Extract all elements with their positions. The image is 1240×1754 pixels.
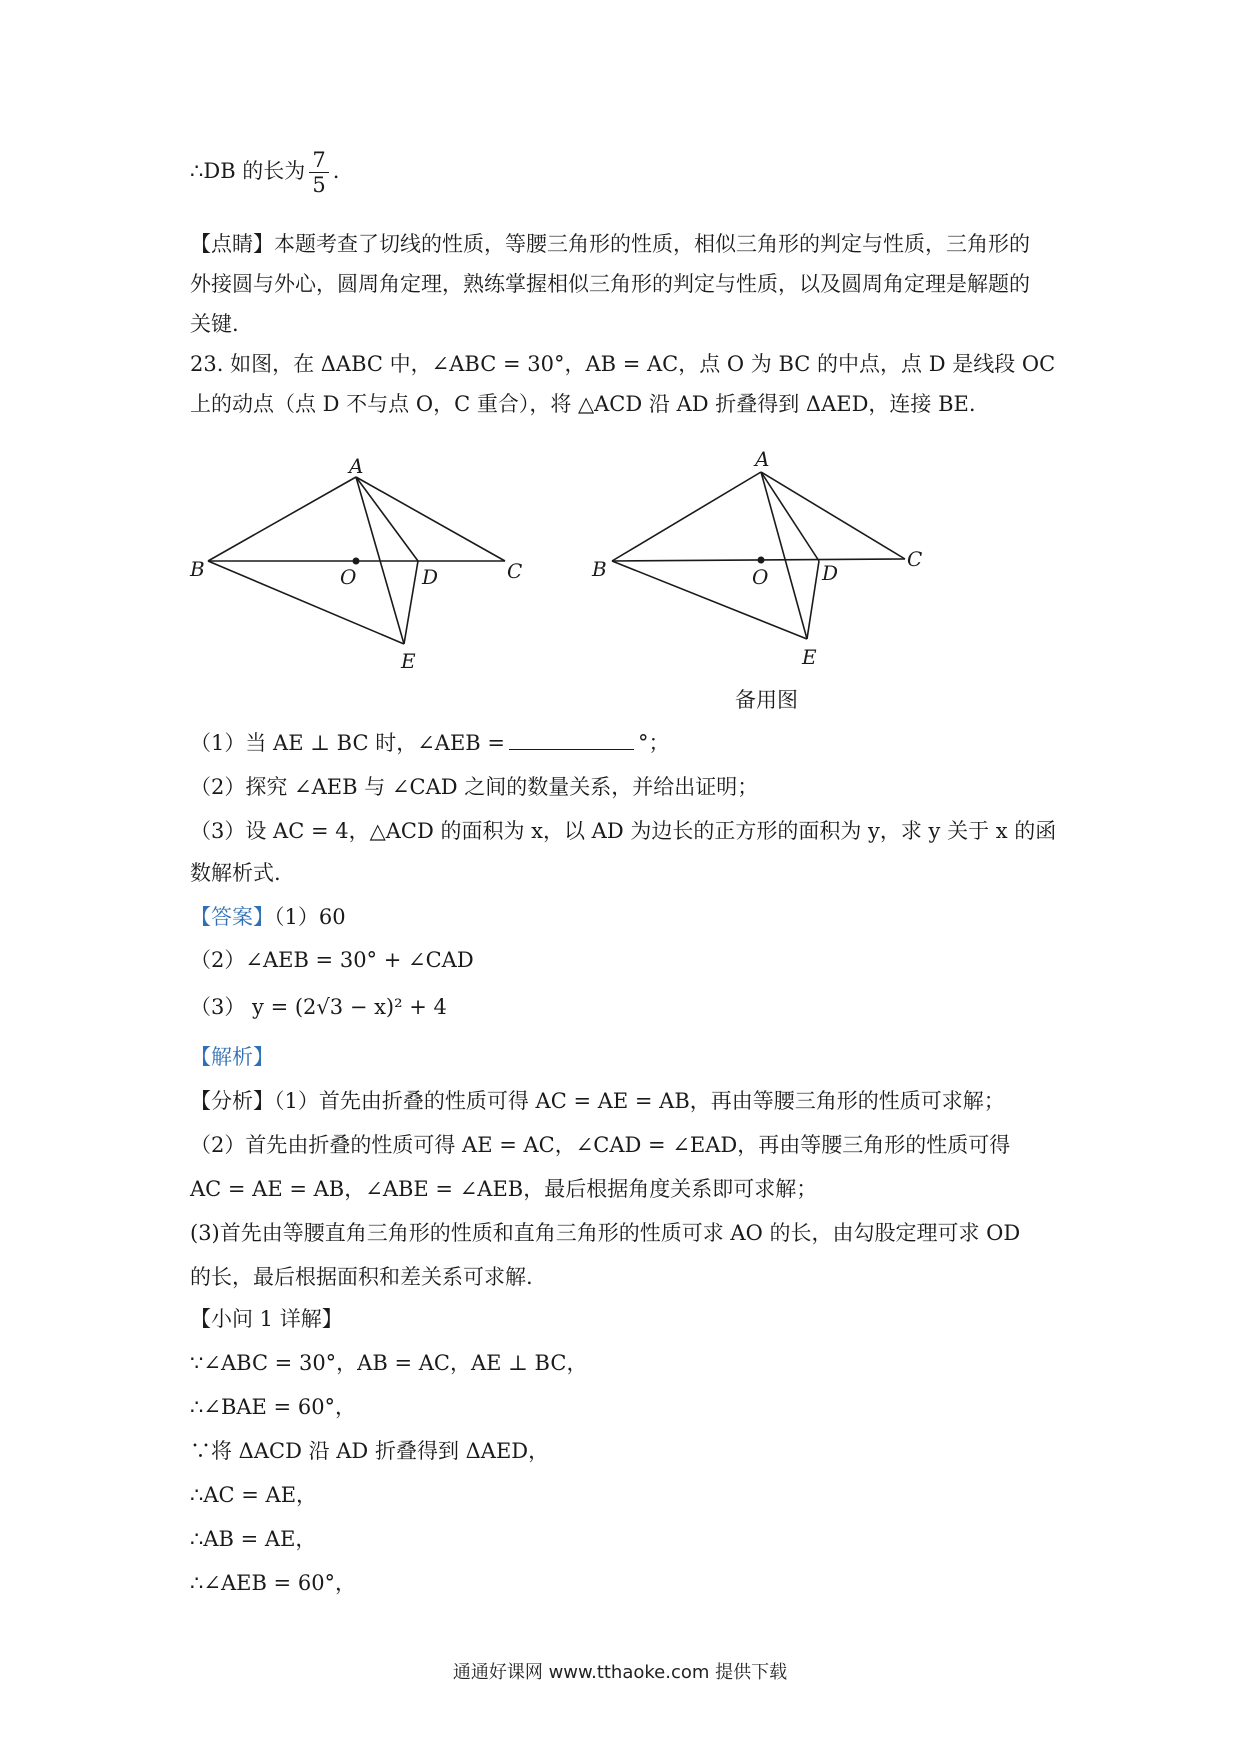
note-line-3: 关键. (190, 312, 239, 336)
solution-step-2: ∴∠BAE = 60°， (190, 1395, 357, 1419)
question-3-line-2: 数解析式. (190, 861, 281, 885)
result-period: . (332, 159, 340, 183)
label-d-2: D (822, 561, 839, 585)
backup-figure-caption: 备用图 (735, 688, 798, 712)
geometry-figures (0, 430, 1240, 680)
label-c-2: C (907, 547, 923, 571)
answer-tag: 【答案】 (190, 905, 274, 929)
question-2: （2）探究 ∠AEB 与 ∠CAD 之间的数量关系，并给出证明； (190, 775, 759, 799)
solution-step-3: ∵将 ΔACD 沿 AD 折叠得到 ΔAED， (190, 1439, 550, 1463)
analysis-tag: 【解析】 (190, 1045, 274, 1069)
note-line-1: 【点睛】本题考查了切线的性质，等腰三角形的性质，相似三角形的判定与性质，三角形的 (190, 232, 1030, 256)
fraction-denominator: 5 (312, 173, 326, 197)
fraction (309, 148, 328, 197)
result-text: ∴DB 的长为 (190, 159, 306, 183)
subquestion-1-heading: 【小问 1 详解】 (190, 1307, 343, 1331)
solution-step-4: ∴AC = AE， (190, 1483, 318, 1507)
fraction-numerator: 7 (309, 148, 328, 173)
note-line-2: 外接圆与外心，圆周角定理，熟练掌握相似三角形的判定与性质，以及圆周角定理是解题的 (190, 272, 1030, 296)
point-o-figure-1 (353, 558, 360, 565)
label-b-1: B (190, 557, 205, 581)
answer-1: （1）60 (274, 905, 346, 929)
answer-blank (509, 731, 634, 750)
analysis-line-5: 的长，最后根据面积和差关系可求解. (190, 1265, 533, 1289)
question-1-suffix: °； (638, 731, 670, 755)
label-a-1: A (349, 454, 364, 478)
solution-step-5: ∴AB = AE， (190, 1527, 317, 1551)
answer-line-1 (190, 903, 346, 931)
problem-23-line-1: 23. 如图，在 ΔABC 中，∠ABC = 30°，AB = AC，点 O 为 BC 的中点，点 D 是线段 OC (190, 352, 1056, 376)
label-d-1: D (422, 565, 439, 589)
label-c-1: C (507, 559, 523, 583)
problem-23-line-2: 上的动点（点 D 不与点 O，C 重合），将 △ACD 沿 AD 折叠得到 ΔAED，连接 BE. (190, 392, 976, 416)
question-1 (190, 729, 670, 757)
point-o-figure-2 (758, 557, 765, 564)
label-e-2: E (802, 645, 817, 669)
label-b-2: B (592, 557, 607, 581)
label-a-2: A (755, 447, 770, 471)
solution-step-1: ∵∠ABC = 30°，AB = AC，AE ⊥ BC， (190, 1351, 588, 1375)
label-e-1: E (401, 649, 416, 673)
figure-backup (612, 472, 905, 639)
question-1-text: （1）当 AE ⊥ BC 时，∠AEB = (190, 731, 505, 755)
answer-2: （2）∠AEB = 30° + ∠CAD (190, 948, 474, 972)
analysis-line-2: （2）首先由折叠的性质可得 AE = AC，∠CAD = ∠EAD，再由等腰三角形的性质可得 (190, 1133, 1011, 1157)
label-o-2: O (752, 565, 769, 589)
label-o-1: O (340, 565, 357, 589)
analysis-line-4: (3)首先由等腰直角三角形的性质和直角三角形的性质可求 AO 的长，由勾股定理可求 OD (190, 1221, 1021, 1245)
answer-3: （3） y = (2√3 − x)² + 4 (190, 995, 447, 1019)
analysis-line-3: AC = AE = AB，∠ABE = ∠AEB，最后根据角度关系即可求解； (190, 1177, 818, 1201)
analysis-line-1: 【分析】（1）首先由折叠的性质可得 AC = AE = AB，再由等腰三角形的性质可求解； (190, 1089, 1005, 1113)
solution-step-6: ∴∠AEB = 60°， (190, 1571, 357, 1595)
question-3-line-1: （3）设 AC = 4，△ACD 的面积为 x，以 AD 为边长的正方形的面积为 y，求 y 关于 x 的函 (190, 819, 1057, 843)
footer-credit: 通通好课网 www.tthaoke.com 提供下载 (452, 1662, 788, 1683)
result-line (190, 148, 339, 197)
